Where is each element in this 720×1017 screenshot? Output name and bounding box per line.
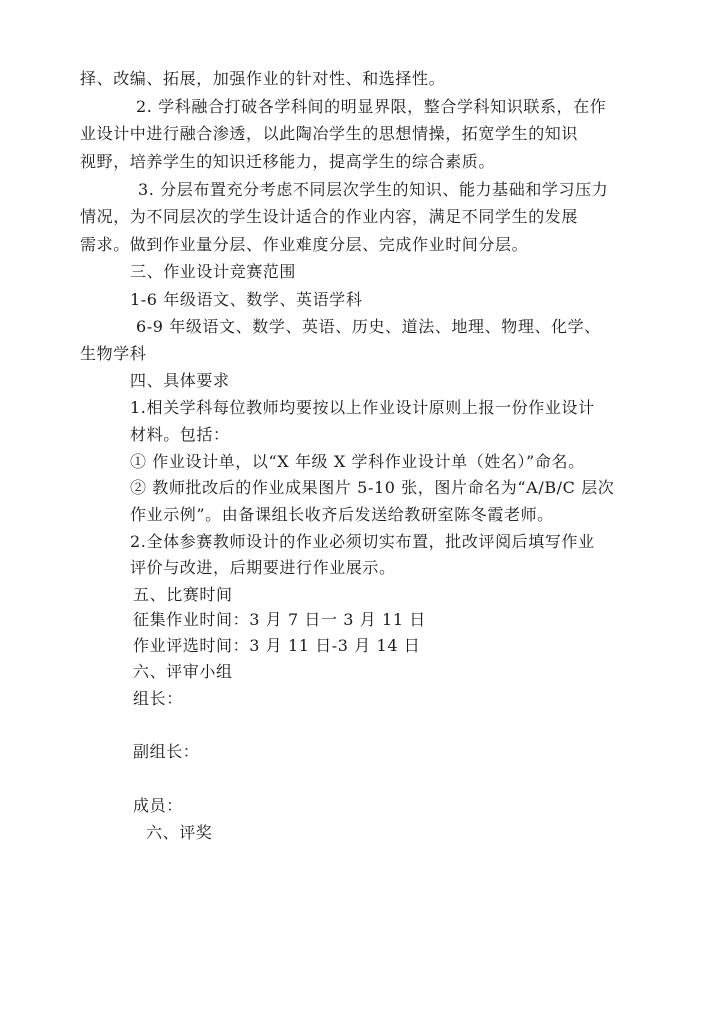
deputy-leader-label: 副组长： [133,742,200,761]
requirement-1-line-1: 1.相关学科每位教师均要按以上作业设计原则上报一份作业设计 [130,398,595,417]
awards-heading: 六、评奖 [146,823,213,842]
section-3-heading: 三、作业设计竞赛范围 [130,262,297,281]
requirement-1-line-2: 材料。包括： [130,425,230,444]
principle-2-line-3: 视野，培养学生的知识迁移能力，提高学生的综合素质。 [80,152,496,171]
section-6-heading: 六、评审小组 [133,662,233,681]
principle-3-line-2: 情况，为不同层次的学生设计适合的作业内容，满足不同学生的发展 [80,207,579,226]
principle-2-line-2: 业设计中进行融合渗透，以此陶冶学生的思想情操，拓宽学生的知识 [80,124,579,143]
members-label: 成员： [133,796,183,815]
paragraph-continuation-line: 择、改编、拓展，加强作业的针对性、和选择性。 [80,69,446,88]
grades-6-9-subjects-line-2: 生物学科 [80,344,147,363]
section-4-heading: 四、具体要求 [130,371,230,390]
requirement-1-item-2-line-1: ② 教师批改后的作业成果图片 5-10 张，图片命名为“A/B/C 层次 [130,478,615,497]
collection-period: 征集作业时间：3 月 7 日一 3 月 11 日 [133,610,426,629]
leader-label: 组长： [133,689,183,708]
principle-3-line-1: 3. 分层布置充分考虑不同层次学生的知识、能力基础和学习压力 [138,180,609,199]
section-5-heading: 五、比赛时间 [133,585,233,604]
requirement-1-item-2-line-2: 作业示例”。由备课组长收齐后发送给教研室陈冬霞老师。 [130,505,554,524]
requirement-2-line-1: 2.全体参赛教师设计的作业必须切实布置，批改评阅后填写作业 [130,532,595,551]
principle-3-line-3: 需求。做到作业量分层、作业难度分层、完成作业时间分层。 [80,235,529,254]
evaluation-period: 作业评选时间：3 月 11 日-3 月 14 日 [133,636,421,655]
grades-6-9-subjects-line-1: 6-9 年级语文、数学、英语、历史、道法、地理、物理、化学、 [136,317,601,336]
requirement-1-item-1: ① 作业设计单，以“X 年级 X 学科作业设计单（姓名）”命名。 [130,452,585,471]
grades-1-6-subjects: 1-6 年级语文、数学、英语学科 [130,290,363,309]
requirement-2-line-2: 评价与改进，后期要进行作业展示。 [130,558,396,577]
principle-2-line-1: 2. 学科融合打破各学科间的明显界限，整合学科知识联系，在作 [136,97,607,116]
